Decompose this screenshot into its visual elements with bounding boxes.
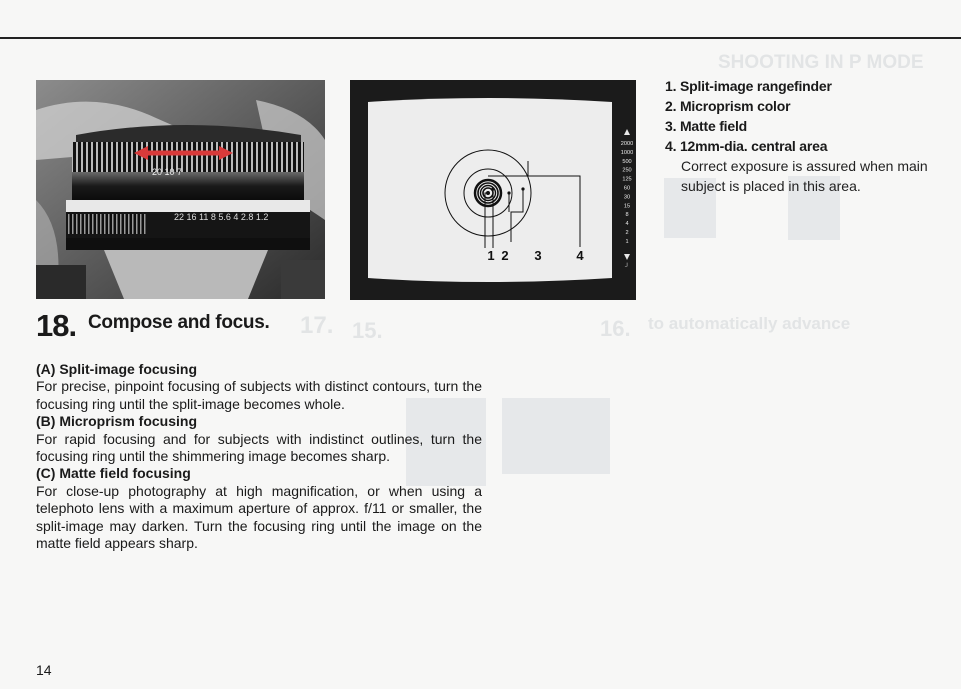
- viewfinder-legend: [665, 76, 935, 196]
- svg-text:┘: ┘: [624, 264, 630, 270]
- top-rule: [0, 37, 961, 39]
- instructions: [36, 361, 482, 552]
- viewfinder-diagram: [350, 80, 636, 300]
- shutter-speed-label: 60: [623, 185, 631, 192]
- instruction-heading-microprism: (B) Microprism focusing: [36, 413, 198, 430]
- bleed-through-heading: SHOOTING IN P MODE: [718, 52, 924, 73]
- shutter-speed-label: 125: [622, 176, 632, 183]
- shutter-speed-label: 2000: [620, 141, 634, 147]
- legend-item-central-area: 4. 12mm-dia. central area: [665, 138, 828, 154]
- shutter-speed-label: 1000: [620, 149, 634, 156]
- shutter-speed-label: 2: [625, 230, 629, 236]
- callout-4: 4: [576, 248, 584, 263]
- aperture-scale-label: 22 16 11 8 5.6 4 2.8 1.2: [174, 212, 269, 222]
- shutter-speed-label: 4: [625, 221, 629, 228]
- bleed-through-heading: to automatically advance: [648, 314, 851, 333]
- legend-item-split-image: 1. Split-image rangefinder: [665, 78, 832, 94]
- shutter-speed-label: 1: [625, 238, 629, 245]
- legend-item-microprism: 2. Microprism color: [665, 98, 791, 114]
- callout-1: 1: [487, 248, 495, 263]
- section-title: Compose and focus.: [88, 312, 270, 333]
- lens-photo-illustration: [36, 80, 325, 299]
- shutter-speed-label: 30: [623, 194, 631, 201]
- instruction-heading-matte-field: (C) Matte field focusing: [36, 465, 191, 482]
- bleed-through-heading: 16.: [600, 316, 631, 341]
- instruction-text-split-image: For precise, pinpoint focusing of subjects with distinct contours, turn the focusing ring until the split-image becomes whole.: [36, 378, 482, 412]
- distance-scale-label: 20 10 7: [152, 167, 183, 177]
- instruction-text-matte-field: For close-up photography at high magnification, or when using a telephoto lens with a maximum aperture of approx. f/11 or smaller, the split-image may darken. Turn the focusing ring until the image on the matte field appears sharp.: [36, 482, 482, 552]
- lens-focusing-photo: [36, 80, 325, 299]
- callout-2: 2: [501, 248, 509, 263]
- bleed-through-heading: 15.: [352, 318, 383, 343]
- shutter-speed-label: 250: [622, 167, 632, 174]
- instruction-heading-split-image: (A) Split-image focusing: [36, 361, 197, 377]
- bleed-through-image: [502, 398, 610, 474]
- shutter-speed-label: 500: [622, 158, 632, 165]
- bleed-through-heading: 17.: [300, 312, 334, 339]
- shutter-speed-label: 8: [625, 212, 629, 219]
- callout-3: 3: [534, 248, 542, 263]
- section-number: 18.: [36, 308, 77, 343]
- page-number: 14: [36, 662, 52, 678]
- shutter-speed-label: 15: [623, 203, 631, 210]
- legend-note: Correct exposure is assured when main subject is placed in this area.: [681, 158, 928, 194]
- viewfinder-illustration: [350, 80, 636, 300]
- instruction-text-microprism: For rapid focusing and for subjects with indistinct outlines, turn the focusing ring until the shimmering image becomes sharp.: [36, 430, 482, 465]
- legend-item-matte-field: 3. Matte field: [665, 118, 747, 134]
